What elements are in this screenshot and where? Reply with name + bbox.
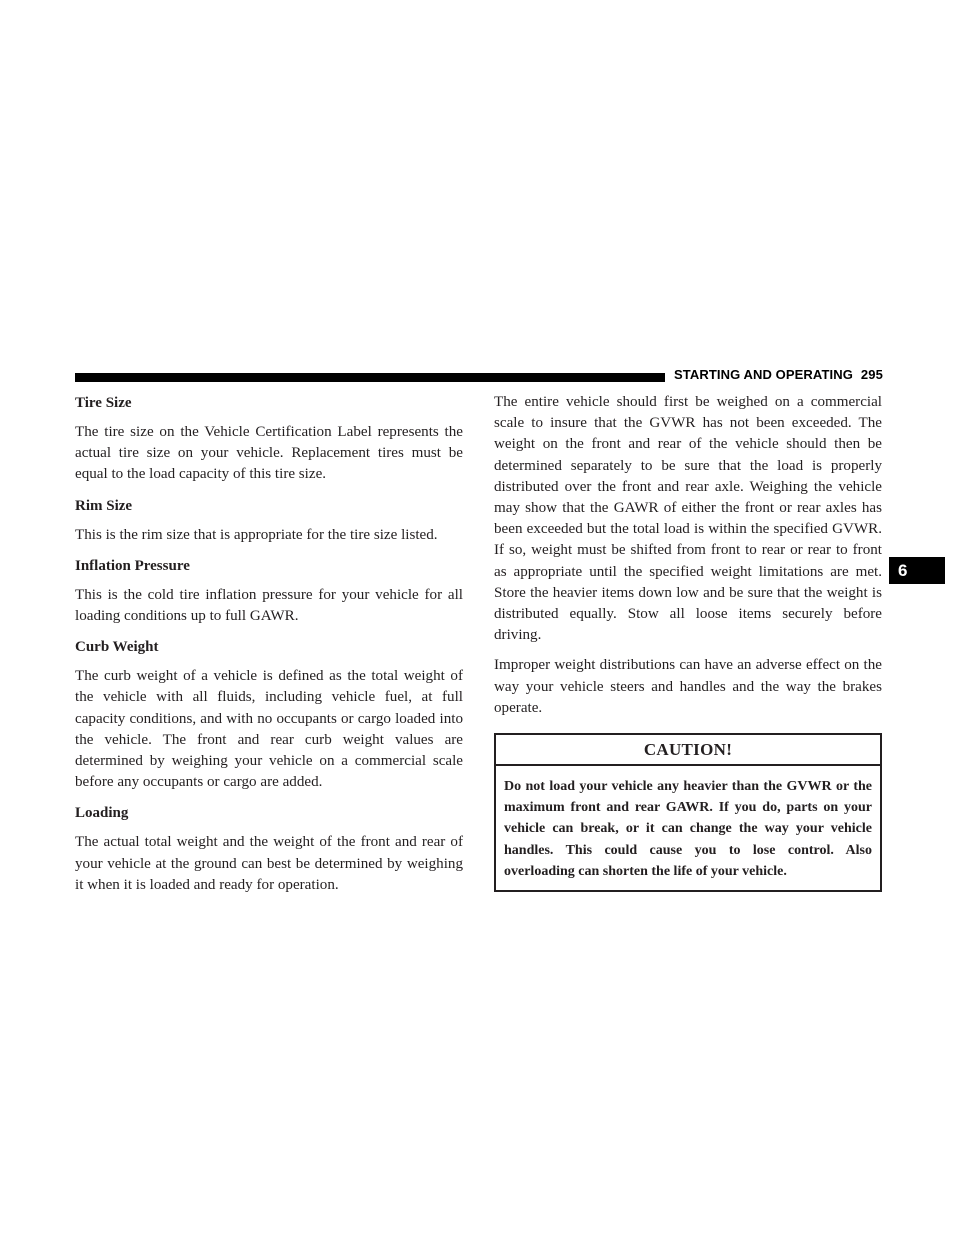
weighing-paragraph: The entire vehicle should first be weighed on a commercial scale to insure that the GVWR has not been exceeded. The weight on the front and rear of the vehicle should then be determined separately to be sure that the load is properly distributed over the front and rear axle. Weighing the vehicle may show that the GAWR of either the front or rear axles has been exceeded but the total load is within the specified GVWR. If so, weight must be shifted from front to rear or rear to front as appropriate until the specified weight limitations are met. Store the heavier items down low and be sure that the weight is distributed equally. Stow all loose items securely before driving. (494, 394, 882, 644)
caution-title: CAUTION! (496, 735, 880, 766)
section-heading: Tire Size (75, 395, 132, 411)
section-rim-size (75, 495, 463, 546)
section-heading: Inflation Pressure (75, 557, 190, 574)
page-number: 295 (860, 367, 883, 382)
section-heading: Loading (75, 805, 129, 822)
running-header (674, 367, 883, 382)
distribution-paragraph: Improper weight distributions can have an adverse effect on the way your vehicle steers and handles and the way the brakes operate. (494, 657, 882, 716)
section-body: This is the rim size that is appropriate for the tire size listed. (75, 526, 438, 543)
section-body: This is the cold tire inflation pressure for your vehicle for all loading conditions up to full GAWR. (75, 586, 463, 625)
section-body: The curb weight of a vehicle is defined as the total weight of the vehicle with all fluids, including vehicle fuel, at full capacity conditions, and with no occupants or cargo loaded into the vehicle. The front and rear curb weight values are determined by weighing your vehicle on a commercial scale before any occupants or cargo are added. (75, 668, 463, 791)
right-column (494, 392, 882, 892)
section-heading: Curb Weight (75, 639, 159, 656)
section-curb-weight (75, 636, 463, 793)
header-rule (75, 373, 665, 382)
caution-box (494, 733, 882, 892)
section-heading: Rim Size (75, 497, 133, 514)
section-tire-size (75, 392, 463, 486)
section-loading (75, 802, 463, 896)
section-inflation-pressure (75, 555, 463, 627)
left-column (75, 392, 463, 905)
section-body: The actual total weight and the weight of the front and rear of your vehicle at the ground can best be determined by weighing it when it is loaded and ready for operation. (75, 834, 463, 893)
section-body: The tire size on the Vehicle Certification Label represents the actual tire size on your vehicle. Replacement tires must be equal to the load capacity of this tire size. (75, 424, 463, 483)
section-title: STARTING AND OPERATING (674, 367, 853, 382)
chapter-tab: 6 (889, 557, 945, 584)
caution-body: Do not load your vehicle any heavier than the GVWR or the maximum front and rear GAWR. If you do, parts on your vehicle can break, or it can change the way your vehicle handles. This could cause you to lose control. Also overloading can shorten the life of your vehicle. (504, 779, 872, 879)
